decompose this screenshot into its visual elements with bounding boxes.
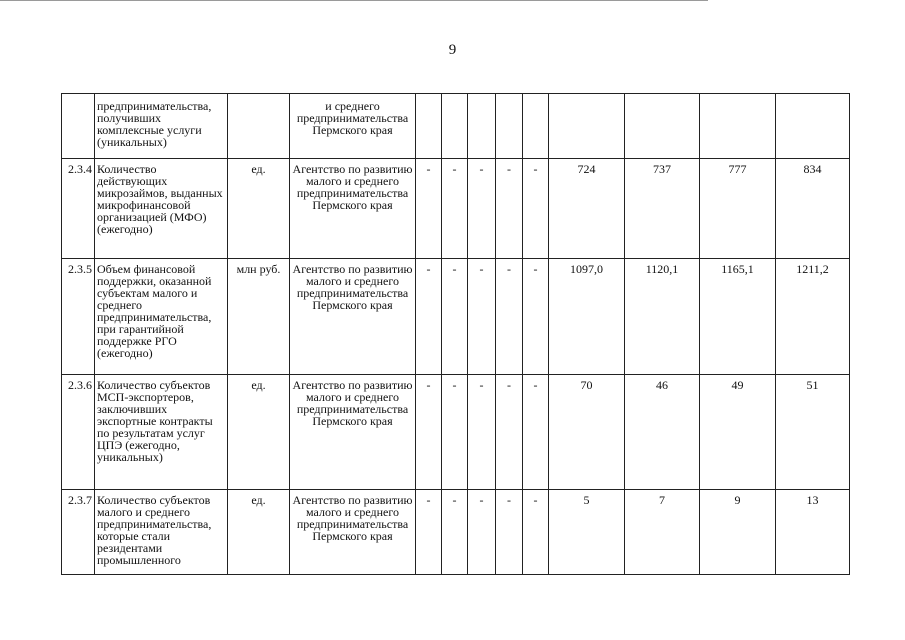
scan-top-edge-line bbox=[0, 0, 708, 1]
target-value-cell: 5 bbox=[549, 490, 625, 575]
dash-cell: - bbox=[523, 159, 549, 259]
table-row bbox=[62, 94, 850, 159]
target-value-cell: 49 bbox=[700, 375, 776, 490]
dash-cell bbox=[523, 94, 549, 159]
target-value-cell: 9 bbox=[700, 490, 776, 575]
target-value-cell: 777 bbox=[700, 159, 776, 259]
page-number: 9 bbox=[448, 42, 457, 58]
indicator-name: Объем финансовой поддержки, оказанной субъектам малого и среднего предпринимательства, при гарантийной поддержке РГО (ежегодно) bbox=[95, 259, 228, 375]
row-number: 2.3.4 bbox=[62, 159, 95, 259]
unit-cell: млн руб. bbox=[228, 259, 290, 375]
dash-cell: - bbox=[416, 375, 442, 490]
target-value-cell bbox=[549, 94, 625, 159]
indicator-name: предпринимательства, получивших комплексные услуги (уникальных) bbox=[95, 94, 228, 159]
target-value-cell: 834 bbox=[776, 159, 850, 259]
row-number: 2.3.7 bbox=[62, 490, 95, 575]
dash-cell: - bbox=[416, 159, 442, 259]
table-row bbox=[62, 159, 850, 259]
target-value-cell: 737 bbox=[625, 159, 700, 259]
row-number: 2.3.6 bbox=[62, 375, 95, 490]
table-body bbox=[62, 94, 850, 575]
dash-cell: - bbox=[496, 159, 523, 259]
responsible-executor: Агентство по развитию малого и среднего предпринимательства Пермского края bbox=[290, 259, 416, 375]
dash-cell: - bbox=[496, 490, 523, 575]
dash-cell: - bbox=[523, 375, 549, 490]
target-value-cell: 724 bbox=[549, 159, 625, 259]
row-number bbox=[62, 94, 95, 159]
dash-cell: - bbox=[468, 259, 496, 375]
dash-cell: - bbox=[416, 490, 442, 575]
target-value-cell bbox=[700, 94, 776, 159]
dash-cell: - bbox=[496, 375, 523, 490]
indicator-name: Количество субъектов малого и среднего предпринимательства, которые стали резидентами промышленного bbox=[95, 490, 228, 575]
dash-cell bbox=[416, 94, 442, 159]
unit-cell: ед. bbox=[228, 490, 290, 575]
dash-cell: - bbox=[496, 259, 523, 375]
unit-cell bbox=[228, 94, 290, 159]
table-row bbox=[62, 375, 850, 490]
target-value-cell bbox=[776, 94, 850, 159]
target-value-cell: 1097,0 bbox=[549, 259, 625, 375]
dash-cell bbox=[496, 94, 523, 159]
dash-cell: - bbox=[523, 490, 549, 575]
dash-cell: - bbox=[468, 490, 496, 575]
dash-cell: - bbox=[442, 490, 468, 575]
dash-cell: - bbox=[442, 375, 468, 490]
dash-cell: - bbox=[442, 259, 468, 375]
dash-cell: - bbox=[416, 259, 442, 375]
dash-cell: - bbox=[442, 159, 468, 259]
dash-cell bbox=[442, 94, 468, 159]
target-value-cell: 13 bbox=[776, 490, 850, 575]
target-value-cell bbox=[625, 94, 700, 159]
responsible-executor: Агентство по развитию малого и среднего предпринимательства Пермского края bbox=[290, 375, 416, 490]
unit-cell: ед. bbox=[228, 375, 290, 490]
table-row bbox=[62, 259, 850, 375]
target-value-cell: 1211,2 bbox=[776, 259, 850, 375]
target-value-cell: 1120,1 bbox=[625, 259, 700, 375]
target-value-cell: 51 bbox=[776, 375, 850, 490]
unit-cell: ед. bbox=[228, 159, 290, 259]
dash-cell: - bbox=[468, 375, 496, 490]
indicators-table bbox=[61, 93, 850, 575]
row-number: 2.3.5 bbox=[62, 259, 95, 375]
indicator-name: Количество субъектов МСП-экспортеров, заключивших экспортные контракты по результатам услуг ЦПЭ (ежегодно, уникальных) bbox=[95, 375, 228, 490]
dash-cell: - bbox=[468, 159, 496, 259]
dash-cell bbox=[468, 94, 496, 159]
target-value-cell: 7 bbox=[625, 490, 700, 575]
responsible-executor: Агентство по развитию малого и среднего предпринимательства Пермского края bbox=[290, 159, 416, 259]
dash-cell: - bbox=[523, 259, 549, 375]
responsible-executor: Агентство по развитию малого и среднего предпринимательства Пермского края bbox=[290, 490, 416, 575]
indicator-name: Количество действующих микрозаймов, выданных микрофинансовой организацией (МФО) (ежегодно) bbox=[95, 159, 228, 259]
target-value-cell: 1165,1 bbox=[700, 259, 776, 375]
target-value-cell: 46 bbox=[625, 375, 700, 490]
table-row bbox=[62, 490, 850, 575]
target-value-cell: 70 bbox=[549, 375, 625, 490]
responsible-executor: и среднего предпринимательства Пермского края bbox=[290, 94, 416, 159]
